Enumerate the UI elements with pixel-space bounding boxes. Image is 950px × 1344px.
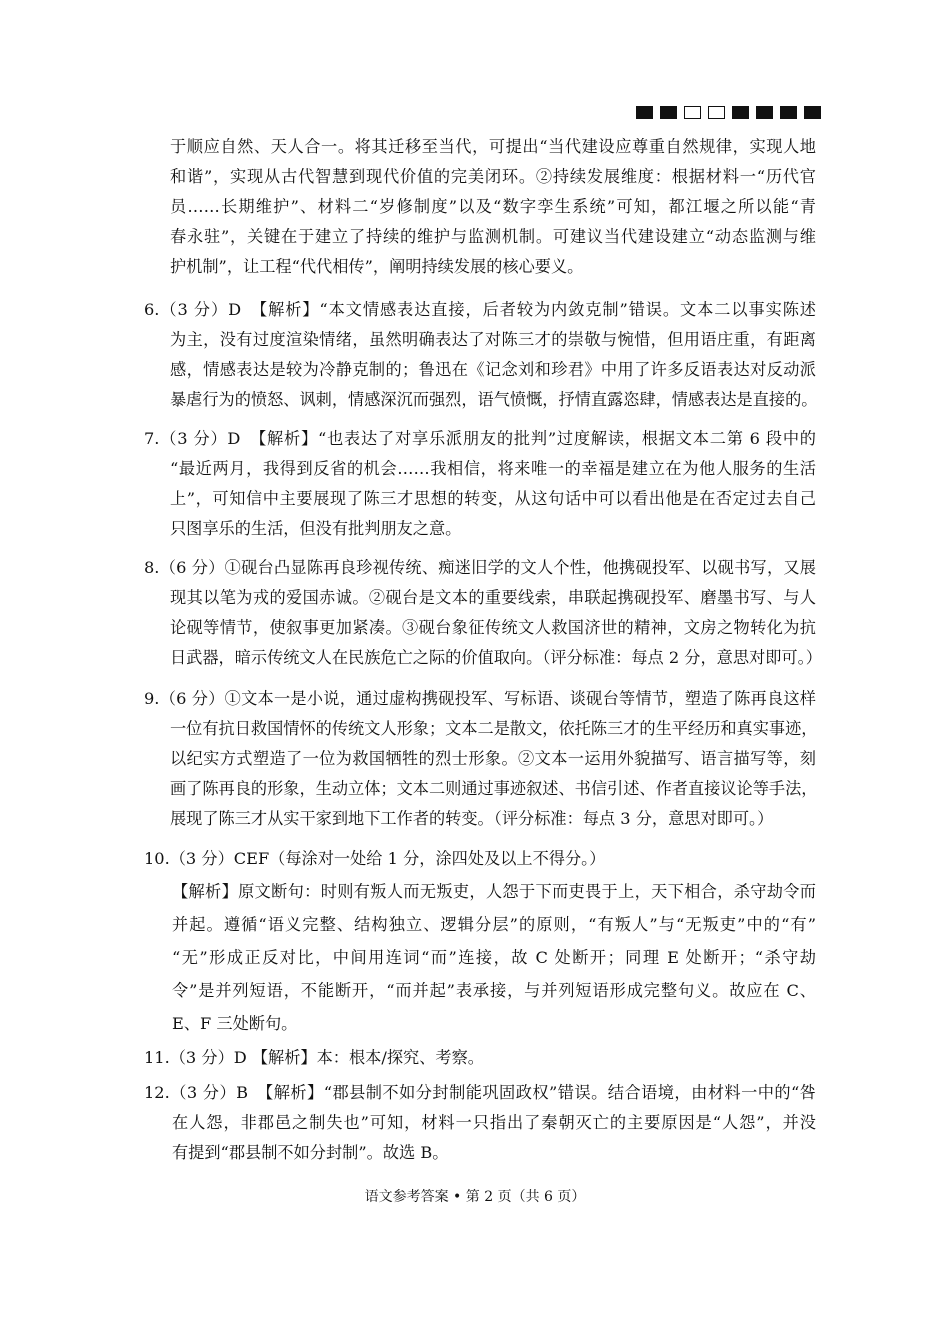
text-line: 感，情感表达是较为冷静克制的；鲁迅在《记念刘和珍君》中用了许多反语表达对反动派 <box>170 360 816 379</box>
header-mark <box>660 106 677 119</box>
text-line: 在人怨，非郡邑之制失也”可知，材料一只指出了秦朝灭亡的主要原因是“人怨”，并没 <box>172 1113 816 1132</box>
text-line: 画了陈再良的形象，生动立体；文本二则通过事迹叙述、书信引述、作者直接议论等手法， <box>170 779 818 798</box>
text-line: 一位有抗日救国情怀的传统文人形象；文本二是散文，依托陈三才的生平经历和真实事迹， <box>170 719 818 738</box>
text-line: 员……长期维护”、材料二“岁修制度”以及“数字孪生系统”可知，都江堰之所以能“青 <box>170 197 816 216</box>
text-line: 展现了陈三才从实干家到地下工作者的转变。（评分标准：每点 3 分，意思对即可。） <box>170 809 774 828</box>
text-line: 春永驻”，关键在于建立了持续的维护与监测机制。可建议当代建设建立“动态监测与维 <box>170 227 816 246</box>
text-line: 以纪实方式塑造了一位为救国牺牲的烈士形象。②文本一运用外貌描写、语言描写等，刻 <box>170 749 816 768</box>
text-line: 令”是并列短语，不能断开，“而并起”表承接，与并列短语形成完整句义。故应在 C、 <box>172 981 816 1000</box>
question-11-line: 11.（3 分）D 【解析】本：根本/探究、考察。 <box>144 1048 484 1067</box>
question-10-line: 10.（3 分）CEF（每涂对一处给 1 分，涂四处及以上不得分。） <box>144 849 606 868</box>
text-line: 现其以笔为戎的爱国赤诚。②砚台是文本的重要线索，串联起携砚投军、磨墨书写、与人 <box>170 588 816 607</box>
text-line: “最近两月，我得到反省的机会……我相信，将来唯一的幸福是建立在为他人服务的生活 <box>170 459 816 478</box>
question-6-line: 6.（3 分）D 【解析】“本文情感表达直接，后者较为内敛克制”错误。文本二以事实陈述 <box>144 300 816 319</box>
text-line: 为主，没有过度渲染情绪，虽然明确表达了对陈三才的崇敬与惋惜，但用语庄重，有距离 <box>170 330 816 349</box>
header-mark <box>684 106 701 119</box>
header-mark <box>780 106 797 119</box>
question-9-line: 9.（6 分）①文本一是小说，通过虚构携砚投军、写标语、谈砚台等情节，塑造了陈再良这样 <box>144 689 816 708</box>
header-mark <box>756 106 773 119</box>
text-line: 暴虐行为的愤怒、讽刺，情感深沉而强烈，语气愤慨，抒情直露恣肆，情感表达是直接的。 <box>170 390 818 409</box>
header-mark <box>708 106 725 119</box>
header-mark <box>804 106 821 119</box>
question-8-line: 8.（6 分）①砚台凸显陈再良珍视传统、痴迷旧学的文人个性，他携砚投军、以砚书写，又展 <box>144 558 816 577</box>
question-7-line: 7.（3 分）D 【解析】“也表达了对享乐派朋友的批判”过度解读，根据文本二第 6 段中的 <box>144 429 816 448</box>
text-line: 日武器，暗示传统文人在民族危亡之际的价值取向。（评分标准：每点 2 分，意思对即可。） <box>170 648 822 667</box>
header-mark <box>636 106 653 119</box>
text-line: 论砚等情节，使叙事更加紧凑。③砚台象征传统文人救国济世的精神，文房之物转化为抗 <box>170 618 816 637</box>
header-marks <box>636 106 821 119</box>
text-line: E、F 三处断句。 <box>172 1014 298 1033</box>
question-12-line: 12.（3 分）B 【解析】“郡县制不如分封制能巩固政权”错误。结合语境，由材料一中的“咎 <box>144 1083 816 1102</box>
text-line: 上”，可知信中主要展现了陈三才思想的转变，从这句话中可以看出他是在否定过去自己 <box>170 489 816 508</box>
text-line: 护机制”，让工程“代代相传”，阐明持续发展的核心要义。 <box>170 257 584 276</box>
text-line: 【解析】原文断句：时则有叛人而无叛吏，人怨于下而吏畏于上，天下相合，杀守劫令而 <box>172 882 816 901</box>
page-footer: 语文参考答案 • 第 2 页（共 6 页） <box>364 1189 586 1205</box>
text-line: 有提到“郡县制不如分封制”。故选 B。 <box>172 1143 449 1162</box>
text-line: 并起。遵循“语义完整、结构独立、逻辑分层”的原则，“有叛人”与“无叛吏”中的“有” <box>172 915 816 934</box>
header-mark <box>732 106 749 119</box>
text-line: 于顺应自然、天人合一。将其迁移至当代，可提出“当代建设应尊重自然规律，实现人地 <box>170 137 816 156</box>
text-line: 和谐”，实现从古代智慧到现代价值的完美闭环。②持续发展维度：根据材料一“历代官 <box>170 167 816 186</box>
text-line: “无”形成正反对比，中间用连词“而”连接，故 C 处断开；同理 E 处断开；“杀守劫 <box>172 948 816 967</box>
text-line: 只图享乐的生活，但没有批判朋友之意。 <box>170 519 462 538</box>
